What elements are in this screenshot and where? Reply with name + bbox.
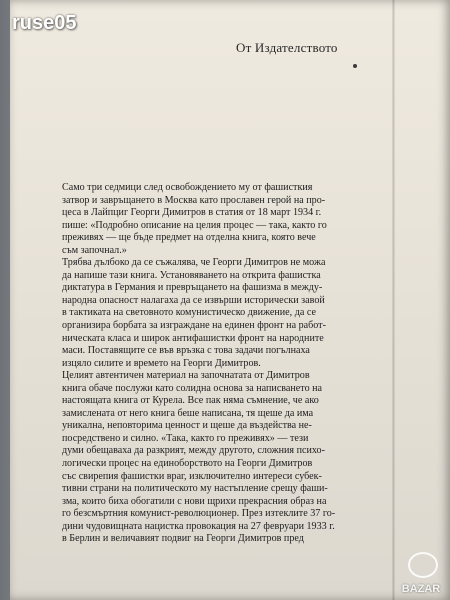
text-line: замислената от него книга беше написана, тя щеше да има xyxy=(62,407,314,419)
text-line: пише: «Подробно описание на целия процес — така, както го xyxy=(62,219,327,231)
text-line: със свирепия фашистки враг, изключително интереси субек- xyxy=(62,470,322,482)
text-line: Само три седмици след освобождението му от фашисткия xyxy=(62,182,313,193)
text-line: да напише тази книга. Установяването на открита фашистка xyxy=(62,269,321,281)
page-heading: От Издателството xyxy=(236,40,338,55)
text-line: зма, които биха обогатили с нови щрихи прекрасния образ на xyxy=(62,495,327,507)
text-line: думи обещаваха да разкрият, между другото, сложния психо- xyxy=(62,445,325,457)
text-line: Трябва дълбоко да се съжалява, че Георги Димитров не можа xyxy=(62,257,326,269)
text-line: ническата класа и широк антифашистки фронт на народните xyxy=(62,332,324,344)
text-line: диктатура в Германия и превръщането на фашизма в между- xyxy=(62,282,323,294)
text-line: народна опасност налагаха да се извърши исторически завой xyxy=(62,294,325,306)
text-line: преживях — ще бъде предмет на отделна книга, която вече xyxy=(62,232,316,244)
text-line: цеса в Лайпциг Георги Димитров в статия от 18 март 1934 г. xyxy=(62,207,322,219)
text-line: затвор и завръщането в Москва като прославен герой на про- xyxy=(62,194,326,206)
bazar-logo: BAZAR xyxy=(401,583,441,595)
text-line: организира борбата за изграждане на единен фронт на работ- xyxy=(62,320,326,332)
body-text xyxy=(62,182,382,546)
text-line: дини чудовищната нацистка провокация на 27 февруари 1933 г. xyxy=(62,520,335,532)
text-line: го безсмъртния комунист-революционер. През изтеклите 37 го- xyxy=(62,508,336,520)
text-line: изцяло силите и времето на Георги Димитров. xyxy=(62,357,261,369)
watermark-logo: ruse05 xyxy=(12,12,77,34)
text-line: маси. Поставящите се във връзка с това задачи погълнаха xyxy=(62,345,310,357)
text-line: книга обаче послужи като солидна основа за написването на xyxy=(62,382,323,394)
text-line: Целият автентичен материал на започнатата от Димитров xyxy=(62,370,310,382)
text-line: логически процес на единоборството на Георги Димитров xyxy=(62,458,313,470)
text-line: настоящата книга от Курела. Все пак няма съмнение, че ако xyxy=(62,395,319,407)
page-crease xyxy=(392,0,395,600)
text-line: съм започнал.» xyxy=(62,244,127,256)
text-line: посредствено и силно. «Така, както го преживях» — тези xyxy=(62,432,309,444)
text-line: в тактиката на световното комунистическо движение, да се xyxy=(62,307,316,319)
ink-dot xyxy=(353,64,357,68)
text-line: тивни страни на политическото му настъпление срещу фаши- xyxy=(62,483,328,495)
text-line: уникална, неповторима ценност и щеше да въздейства не- xyxy=(62,420,312,432)
text-line: в Берлин и величавият подвиг на Георги Димитров пред xyxy=(62,533,304,545)
